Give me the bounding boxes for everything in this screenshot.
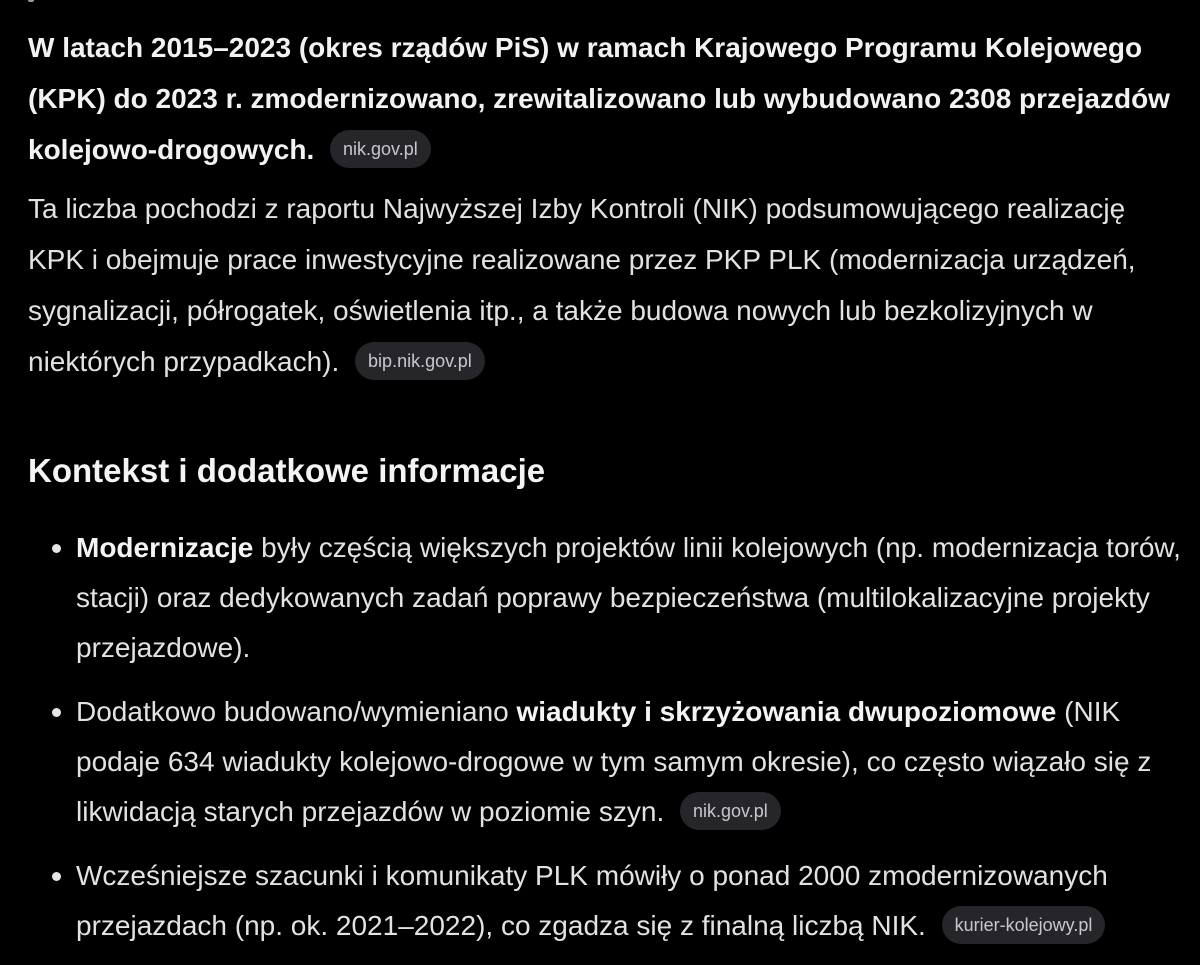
lead-paragraph [28,22,1188,175]
list-item-bold: Modernizacje [76,532,254,563]
list-item [28,523,1188,673]
clipped-content-fragment [28,0,34,2]
response-content [28,22,1188,965]
bullet-dot-icon [52,708,61,717]
lead-text: W latach 2015–2023 (okres rządów PiS) w ramach Krajowego Programu Kolejowego (KPK) do 2023 r. zmodernizowano, zrewitalizowano lub wybudowano 2308 przejazdów kolejowo-drogowych. [28,32,1170,165]
list-item-text: były częścią większych projektów linii kolejowych (np. modernizacja torów, stacji) oraz dedykowanych zadań poprawy bezpieczeństwa (multilokalizacyjne projekty przejazdowe). [76,532,1181,663]
list-item-bold: wiadukty i skrzyżowania dwupoziomowe [516,696,1057,727]
source-chip-bip-nik[interactable]: bip.nik.gov.pl [355,342,485,380]
list-item-text: (NIK podaje 634 wiadukty kolejowo-drogowe w tym samym okresie), co często wiązało się z likwidacją starych przejazdów w poziomie szyn. [76,696,1152,827]
source-chip-nik[interactable]: nik.gov.pl [680,792,781,830]
source-chip-kurier-kolejowy[interactable]: kurier-kolejowy.pl [942,906,1106,944]
list-item-pre: Dodatkowo budowano/wymieniano [76,696,517,727]
list-item [28,851,1188,951]
bullet-dot-icon [52,872,61,881]
list-item [28,687,1188,837]
section-heading: Kontekst i dodatkowe informacje [28,452,546,489]
source-chip-nik[interactable]: nik.gov.pl [330,130,431,168]
body-paragraph [28,183,1188,387]
list-item-text: Wcześniejsze szacunki i komunikaty PLK mówiły o ponad 2000 zmodernizowanych przejazdach (np. ok. 2021–2022), co zgadza się z finalną liczbą NIK. [76,860,1108,941]
context-bullet-list [28,523,1188,951]
body-text: Ta liczba pochodzi z raportu Najwyższej Izby Kontroli (NIK) podsumowującego realizację KPK i obejmuje prace inwestycyjne realizowane przez PKP PLK (modernizacja urządzeń, sygnalizacji, półrogatek, oświetlenia itp., a także budowa nowych lub bezkolizyjnych w niektórych przypadkach). [28,193,1136,377]
bullet-dot-icon [52,544,61,553]
